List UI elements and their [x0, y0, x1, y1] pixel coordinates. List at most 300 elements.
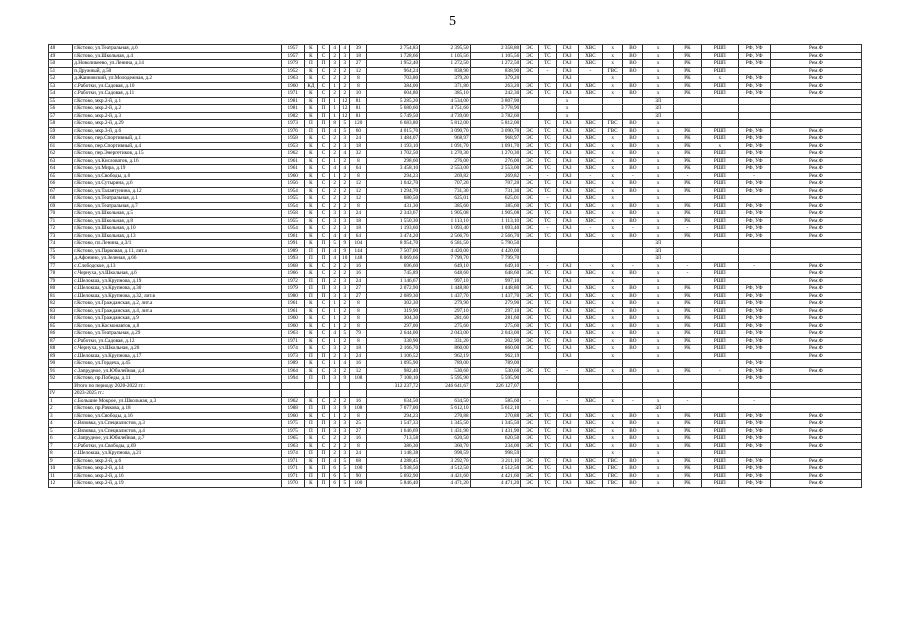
table-cell: ГАЗ [556, 180, 578, 188]
table-cell: 4 421,60 [420, 472, 471, 480]
table-cell: П [317, 292, 329, 300]
table-cell: К [304, 315, 317, 323]
table-cell: ХВС [578, 202, 602, 210]
table-cell [539, 255, 556, 263]
table-cell: ТС [539, 457, 556, 465]
table-cell: х [702, 142, 738, 150]
table-cell: Рем.Ф [770, 82, 861, 90]
table-cell [770, 390, 861, 398]
table-cell: г.Кстово, ул.Школьная, д.13 [73, 232, 281, 240]
table-cell: 860,00 [420, 345, 471, 353]
table-row [49, 375, 862, 383]
table-cell: ВО [623, 330, 643, 338]
table-cell: 5 [340, 120, 350, 128]
table-row [49, 195, 862, 203]
table-cell: 3 [330, 420, 340, 428]
table-cell: 1 105,56 [470, 52, 521, 60]
table-cell: К [304, 442, 317, 450]
table-cell: РФ, УФ [738, 292, 770, 300]
table-cell: 270,88 [470, 412, 521, 420]
table-cell: П [304, 120, 317, 128]
table-cell: 1961 [281, 157, 304, 165]
table-cell: ХВС [578, 285, 602, 293]
table-cell: 648,60 [470, 270, 521, 278]
table-row [49, 210, 862, 218]
table-cell: К [304, 397, 317, 405]
table-cell: РФ, УФ [738, 345, 770, 353]
table-cell: П [304, 60, 317, 68]
table-cell: ВО [623, 345, 643, 353]
table-cell: ВО [623, 307, 643, 315]
table-cell [521, 75, 539, 83]
table-cell [738, 195, 770, 203]
table-cell [770, 360, 861, 368]
table-cell: х [603, 180, 623, 188]
table-cell: С [317, 337, 329, 345]
table-row [49, 225, 862, 233]
table-cell: х [603, 337, 623, 345]
table-cell: г.Кстово, ул.Гражданская, д.2, лит.а [73, 300, 281, 308]
table-cell: ВО [623, 142, 643, 150]
table-cell: х [603, 165, 623, 173]
table-cell: х [643, 60, 673, 68]
table-cell: С [317, 300, 329, 308]
table-cell: ГАЗ [556, 232, 578, 240]
table-cell: 1971 [281, 90, 304, 98]
table-cell: 1 [330, 300, 340, 308]
table-cell: 79 [49, 277, 73, 285]
table-cell: - [702, 367, 738, 375]
table-cell: РШП [702, 195, 738, 203]
table-cell: С [317, 442, 329, 450]
table-cell: ХВС [578, 435, 602, 443]
table-cell [623, 277, 643, 285]
table-row [49, 52, 862, 60]
table-cell: 1 093,40 [470, 225, 521, 233]
table-cell: х [643, 292, 673, 300]
table-cell: 1957 [281, 45, 304, 53]
table-cell: 968,97 [420, 135, 471, 143]
table-cell: г.Кстово, мкр.2-й, д.16 [73, 472, 281, 480]
table-cell: ХВС [578, 232, 602, 240]
table-cell: РК [673, 442, 701, 450]
table-cell: 275,60 [420, 322, 471, 330]
table-cell: С [317, 225, 329, 233]
table-cell: ГАЗ [556, 127, 578, 135]
table-cell: 8 [350, 442, 367, 450]
table-cell: 5 692,90 [367, 472, 420, 480]
table-cell: 385,60 [470, 202, 521, 210]
table-cell: 12 [350, 367, 367, 375]
table-cell: ХВС [578, 165, 602, 173]
table-cell: 298,60 [367, 157, 420, 165]
table-cell: г.Кстово, мкр.2-й, д.2 [73, 105, 281, 113]
table-cell: 1963 [281, 330, 304, 338]
table-cell: х [603, 202, 623, 210]
table-cell: Рем.Ф [770, 217, 861, 225]
table-cell [578, 382, 602, 390]
table-cell: 997,10 [470, 277, 521, 285]
table-cell: х [702, 75, 738, 83]
table-row [49, 67, 862, 75]
table-cell: х [643, 330, 673, 338]
table-cell: 2 [330, 450, 340, 458]
table-cell: х [643, 270, 673, 278]
table-cell: 2 [330, 397, 340, 405]
table-cell: ХВС [578, 427, 602, 435]
table-cell: 4 421,60 [470, 472, 521, 480]
table-cell: 1972 [281, 277, 304, 285]
table-cell: РШП [702, 337, 738, 345]
table-cell: 2 [340, 307, 350, 315]
table-cell: 1958 [281, 135, 304, 143]
table-cell: 7 799,70 [420, 255, 471, 263]
table-cell: г.Кстово, мкр.2-й, д.14 [73, 465, 281, 473]
table-cell: 1988 [281, 405, 304, 413]
table-cell: 1989 [281, 247, 304, 255]
table-cell: ВО [623, 442, 643, 450]
table-cell: ВО [623, 157, 643, 165]
table-cell: 8 [49, 450, 73, 458]
table-cell: РШП [702, 322, 738, 330]
table-cell: с.Чернуха, ул.Школьная, д.6 [73, 270, 281, 278]
table-cell: 2 [330, 352, 340, 360]
table-cell: ТС [539, 472, 556, 480]
table-cell: 2 [340, 337, 350, 345]
table-cell: 1971 [281, 465, 304, 473]
table-cell: 1 [330, 322, 340, 330]
table-cell: П [304, 277, 317, 285]
table-cell: ГАЗ [556, 60, 578, 68]
table-cell: ТС [539, 90, 556, 98]
table-cell [578, 360, 602, 368]
table-cell: х [643, 157, 673, 165]
table-cell: С [317, 90, 329, 98]
table-cell: 1 [330, 97, 340, 105]
table-cell: С [317, 397, 329, 405]
table-cell [521, 360, 539, 368]
table-cell: 8 [350, 412, 367, 420]
table-cell: ЭС [521, 307, 539, 315]
table-cell: ТС [539, 52, 556, 60]
table-cell: 4 [330, 127, 340, 135]
table-cell: 2 [340, 322, 350, 330]
table-cell: ГАЗ [556, 202, 578, 210]
table-cell: 2 [330, 270, 340, 278]
table-cell: - [521, 397, 539, 405]
table-cell: 24 [350, 135, 367, 143]
table-cell: Рем.Ф [770, 90, 861, 98]
table-cell: 202,90 [470, 337, 521, 345]
table-cell: ВО [623, 180, 643, 188]
table-cell: 62 [49, 150, 73, 158]
table-cell: х [643, 315, 673, 323]
table-cell: 87 [49, 337, 73, 345]
table-cell: 2 [330, 150, 340, 158]
table-cell: П [304, 292, 317, 300]
table-cell [673, 120, 701, 128]
table-cell: - [673, 225, 701, 233]
table-cell: 8 [330, 120, 340, 128]
table-cell: ЭС [521, 210, 539, 218]
table-cell: ТС [539, 217, 556, 225]
table-cell: К [304, 75, 317, 83]
table-cell: 604,80 [367, 90, 420, 98]
table-cell: ВО [623, 300, 643, 308]
table-cell: П [317, 352, 329, 360]
table-cell: 85 [49, 322, 73, 330]
table-cell [770, 247, 861, 255]
table-row [49, 255, 862, 263]
table-cell: Рем.Ф [770, 172, 861, 180]
table-cell: ТС [539, 232, 556, 240]
table-cell: 5 846,40 [367, 480, 420, 488]
table-cell [738, 390, 770, 398]
table-cell: 2 [340, 397, 350, 405]
table-cell: х [643, 165, 673, 173]
table-cell: 2 [330, 75, 340, 83]
table-row [49, 75, 862, 83]
table-cell: Рем.Ф [770, 195, 861, 203]
table-cell: ГАЗ [556, 225, 578, 233]
table-cell: 3 [340, 60, 350, 68]
table-cell: 2 [340, 157, 350, 165]
table-cell: РК [673, 90, 701, 98]
table-cell: РК [673, 337, 701, 345]
table-cell: 2 553,00 [470, 165, 521, 173]
table-cell: 4 [340, 360, 350, 368]
table-cell: 75 [49, 247, 73, 255]
table-cell: 82 [49, 300, 73, 308]
table-cell: 625,01 [470, 195, 521, 203]
table-cell: х [643, 45, 673, 53]
table-row [49, 420, 862, 428]
table-cell: 2 [330, 202, 340, 210]
table-cell [623, 105, 643, 113]
table-row [49, 180, 862, 188]
table-cell: 1964 [281, 367, 304, 375]
table-cell: 148 [350, 255, 367, 263]
table-cell: 2 754,83 [367, 45, 420, 53]
table-cell: РК [673, 412, 701, 420]
table-cell: г.Кстово, ул.Гордеча, д.45 [73, 360, 281, 368]
table-cell: 27 [350, 60, 367, 68]
table-cell: РШП [702, 412, 738, 420]
table-cell: ЭС [521, 315, 539, 323]
table-cell: РК [673, 285, 701, 293]
table-cell [578, 352, 602, 360]
table-cell: 2 566,70 [420, 232, 471, 240]
table-cell: ТС [539, 270, 556, 278]
table-cell: РШП [702, 67, 738, 75]
table-cell [738, 255, 770, 263]
table-cell [738, 450, 770, 458]
table-cell: 4 [330, 232, 340, 240]
table-cell [539, 360, 556, 368]
table-cell: ТС [539, 307, 556, 315]
table-cell: 998,59 [470, 450, 521, 458]
table-row [49, 382, 862, 390]
table-cell: д.Новоликеево, ул.Ленина, д.14 [73, 60, 281, 68]
table-cell [770, 375, 861, 383]
table-cell: г.Кстово, ул.Космонавтов, д.8 [73, 322, 281, 330]
table-cell: 1 [330, 412, 340, 420]
table-cell: 8 [350, 315, 367, 323]
table-cell: 2 [340, 435, 350, 443]
table-cell: х [603, 142, 623, 150]
table-cell: х [643, 195, 673, 203]
table-cell: РФ, УФ [738, 150, 770, 158]
table-cell: РШП [702, 82, 738, 90]
table-cell: х [643, 450, 673, 458]
table-cell: 2 [330, 135, 340, 143]
table-cell: 330,90 [367, 337, 420, 345]
table-cell: ЭС [521, 442, 539, 450]
table-cell: х [643, 345, 673, 353]
table-cell: 5 612,10 [470, 405, 521, 413]
table-cell: РШП [702, 45, 738, 53]
table-cell: ХВС [578, 157, 602, 165]
table-cell: 8 [350, 202, 367, 210]
table-cell: 1 105,56 [420, 52, 471, 60]
table-row [49, 285, 862, 293]
table-cell: 3 [340, 142, 350, 150]
table-cell [521, 375, 539, 383]
page-number: 5 [449, 14, 456, 29]
table-cell: г.Кстово, ул.Театральная, д.6 [73, 45, 281, 53]
table-cell: РШП [702, 442, 738, 450]
table-cell: 281,60 [470, 315, 521, 323]
table-cell [539, 247, 556, 255]
table-cell: 385,60 [420, 202, 471, 210]
table-cell [521, 450, 539, 458]
table-cell: ГАЗ [556, 142, 578, 150]
table-cell: РК [673, 45, 701, 53]
table-cell: 5 680,60 [367, 105, 420, 113]
table-cell: РШП [702, 172, 738, 180]
table-cell: С [317, 187, 329, 195]
table-cell: 1 448,80 [420, 285, 471, 293]
table-cell: 2 [340, 180, 350, 188]
table-cell: КД [304, 82, 317, 90]
table-cell: Рем.Ф [770, 75, 861, 83]
table-cell: 998,59 [420, 450, 471, 458]
table-cell: 3 458,10 [367, 165, 420, 173]
table-cell: 50 [49, 60, 73, 68]
table-cell: Рем.Ф [770, 127, 861, 135]
table-cell: х [643, 300, 673, 308]
table-cell: ГАЗ [556, 135, 578, 143]
table-cell: х [556, 112, 578, 120]
table-cell: 69 [49, 202, 73, 210]
table-cell: ГАЗ [556, 270, 578, 278]
table-cell: - [539, 67, 556, 75]
table-row [49, 172, 862, 180]
table-cell: 1 091,70 [420, 142, 471, 150]
table-cell: 1 193,60 [367, 225, 420, 233]
table-cell: 1 431,90 [420, 427, 471, 435]
table-cell: - [521, 262, 539, 270]
table-cell: 731,30 [470, 187, 521, 195]
table-cell: х [603, 75, 623, 83]
table-cell: П [304, 405, 317, 413]
table-cell: 9 [340, 375, 350, 383]
table-cell [770, 382, 861, 390]
table-cell: 1955 [281, 217, 304, 225]
table-cell: 1 646,69 [367, 427, 420, 435]
table-cell: С [317, 307, 329, 315]
table-cell: 1 193,10 [367, 142, 420, 150]
table-cell [539, 352, 556, 360]
table-cell: 3 292,70 [420, 457, 471, 465]
table-cell: 83 [49, 307, 73, 315]
table-cell: 1989 [281, 360, 304, 368]
table-cell: РФ, УФ [738, 375, 770, 383]
table-cell [578, 405, 602, 413]
table-cell: 24 [350, 352, 367, 360]
table-cell: Рем.Ф [770, 225, 861, 233]
table-cell: П [317, 420, 329, 428]
table-cell: ВО [623, 285, 643, 293]
table-cell: 279,90 [470, 300, 521, 308]
table-cell: К [304, 262, 317, 270]
table-cell: Рем.Ф [770, 427, 861, 435]
table-cell: 1974 [281, 450, 304, 458]
table-cell: 2 553,00 [420, 165, 471, 173]
table-cell: 1960 [281, 172, 304, 180]
table-cell [603, 105, 623, 113]
table-cell: 2 043,00 [420, 330, 471, 338]
table-cell: 60 [49, 135, 73, 143]
table-cell [702, 105, 738, 113]
table-cell: ГАЗ [556, 90, 578, 98]
table-cell: Рем.Ф [770, 202, 861, 210]
table-cell: 5 [49, 427, 73, 435]
table-cell: 1 728,66 [367, 52, 420, 60]
table-cell: К [304, 202, 317, 210]
table-row [49, 82, 862, 90]
table-cell: ТС [539, 142, 556, 150]
table-cell: К [304, 457, 317, 465]
table-cell: 12 [49, 480, 73, 488]
table-cell: х [643, 135, 673, 143]
table-cell [673, 450, 701, 458]
table-cell: 4 [330, 45, 340, 53]
table-cell: РШП [702, 427, 738, 435]
table-cell: ЭС [521, 150, 539, 158]
table-cell: 585,60 [470, 397, 521, 405]
table-cell: С [317, 150, 329, 158]
table-cell: К [304, 307, 317, 315]
table-cell: П [317, 112, 329, 120]
table-cell: ТС [539, 300, 556, 308]
table-cell: ХВС [578, 420, 602, 428]
table-cell: 1 270,30 [420, 150, 471, 158]
table-cell: РШП [702, 187, 738, 195]
table-cell: ТС [539, 285, 556, 293]
table-cell: Рем.Ф [770, 285, 861, 293]
table-cell: РК [673, 202, 701, 210]
table-cell [623, 112, 643, 120]
table-cell: 1 294,70 [367, 187, 420, 195]
table-cell: г.Кстово, ул.Кисловатов, д.16 [73, 157, 281, 165]
table-cell: 5 790,50 [470, 240, 521, 248]
table-cell [643, 390, 673, 398]
table-cell: ХВС [578, 337, 602, 345]
table-cell: ГАЗ [556, 337, 578, 345]
table-cell: РШП [702, 277, 738, 285]
table-cell: 56 [49, 105, 73, 113]
